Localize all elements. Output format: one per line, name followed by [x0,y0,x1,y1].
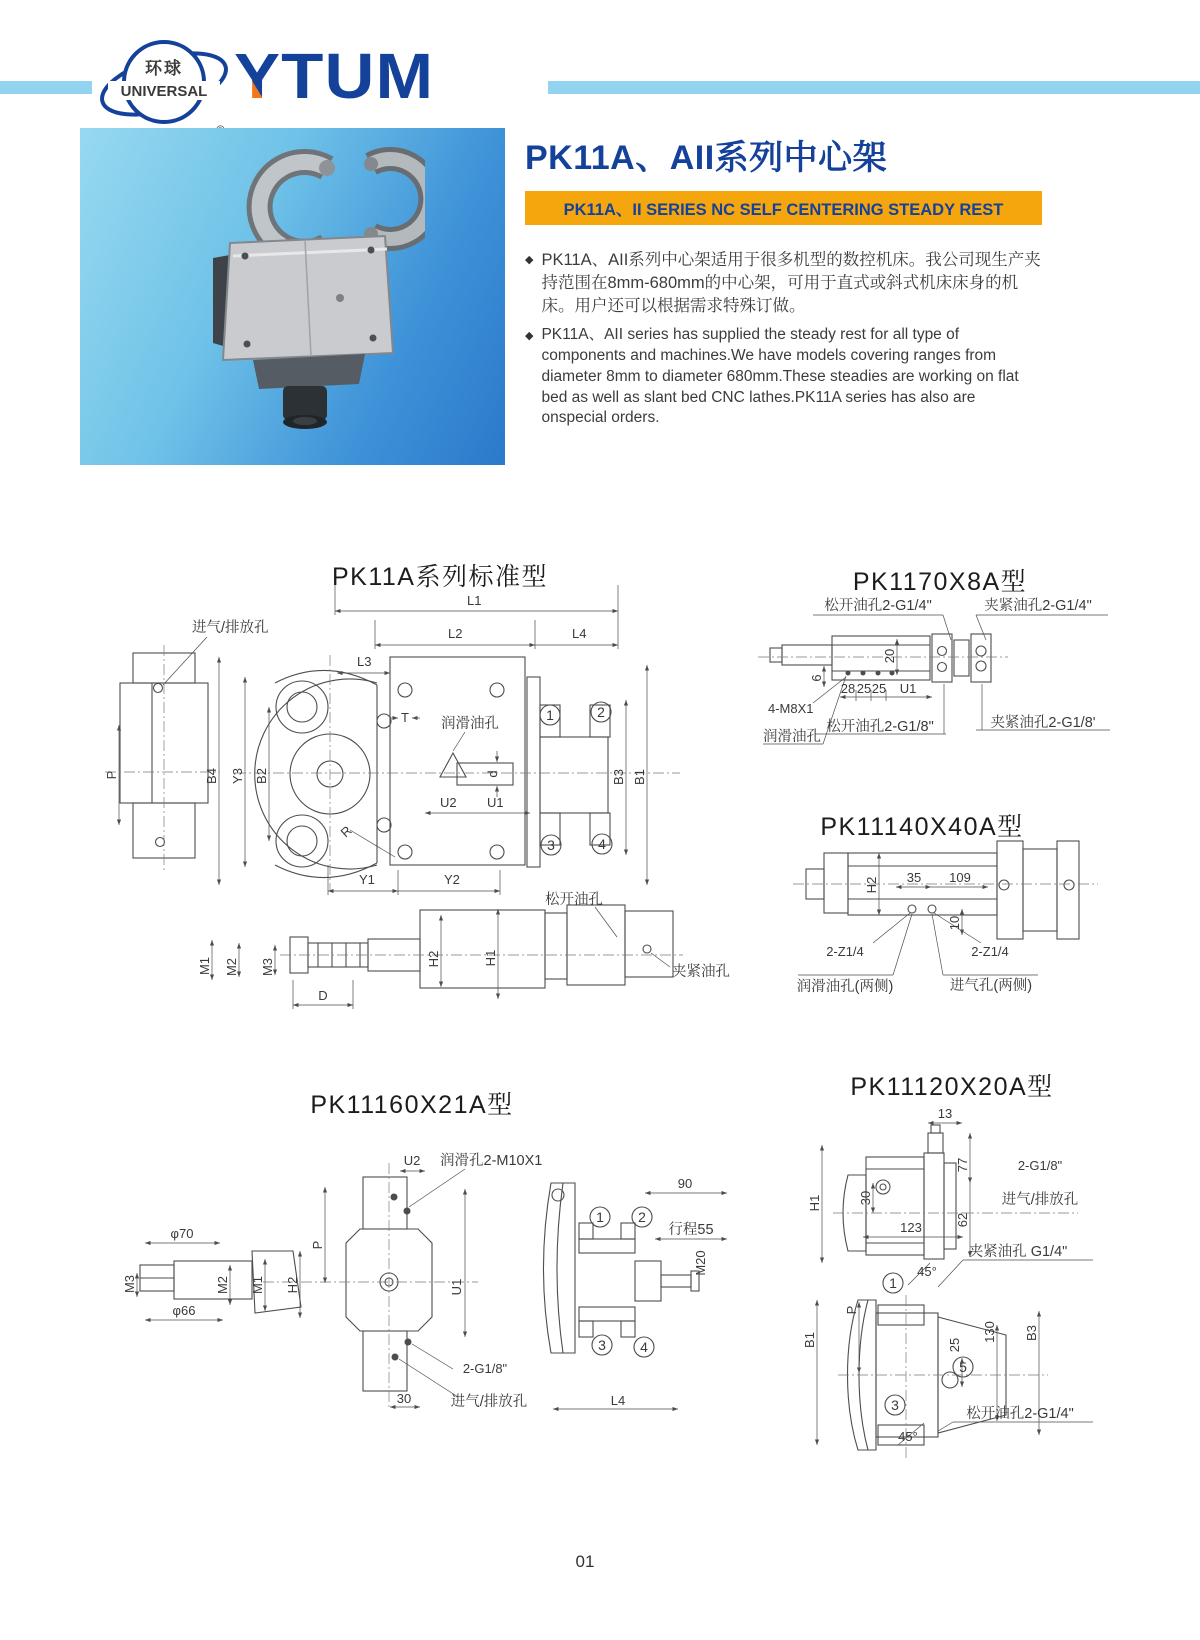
page-number: 01 [575,1552,595,1571]
dim-H1: H1 [483,949,498,967]
dim-H2: H2 [285,1276,300,1294]
callout-1 [590,1207,610,1227]
dim-130: 130 [982,1321,997,1343]
label-intake-both-sides: 进气孔(两侧) [949,978,1033,994]
callout-4 [634,1337,654,1357]
pk1170-geometry [770,634,991,682]
label-clamp-port-top: 夹紧油孔2-G1/4" [984,598,1092,614]
dim-25a: 25 [856,681,872,696]
callout-2 [632,1207,652,1227]
callout-3 [885,1395,905,1415]
dim-77: 77 [955,1157,970,1173]
header-accent-bar-left [0,81,92,94]
dim-Y2: Y2 [444,872,460,887]
diamond-bullet-icon: ◆ [525,254,534,266]
dim-M2: M2 [215,1275,230,1295]
dim-M1: M1 [197,956,212,976]
dim-Y1: Y1 [359,872,375,887]
page-title: PK11A、AII系列中心架 [525,139,888,177]
dim-L2: L2 [448,626,463,641]
label-bolt-4-M8X1: 4-M8X1 [768,701,814,716]
label-clamp-port: 夹紧油孔 [672,964,730,980]
dim-M3: M3 [260,957,275,977]
dim-20: 20 [882,648,897,664]
dim-M3: M3 [122,1274,137,1294]
std-dimension-lines [119,585,670,1009]
label-2-G18: 2-G1/8" [462,1361,508,1376]
dim-Y3: Y3 [230,768,245,784]
dim-13: 13 [937,1106,953,1121]
dim-B3: B3 [611,769,626,785]
dim-L4: L4 [610,1393,626,1408]
dim-H2: H2 [426,950,441,968]
bullet-text-cn: PK11A、AII系列中心架适用于很多机型的数控机床。我公司现生产夹持范围在8mm-680mm的中心架，可用于直式或斜式机床床身的机床。用户还可以根据需求特殊订做。 [541,251,1041,316]
dim-M1: M1 [250,1275,265,1295]
svg-text:2: 2 [638,1209,646,1225]
label-intake-port: 进气/排放孔 [192,620,269,636]
dim-U1: U1 [899,681,917,696]
callout-1 [540,705,560,725]
dim-25b: 25 [871,681,887,696]
dim-T: T [401,710,409,725]
drawing-title: PK11120X20A型 [850,1073,1054,1101]
label-2-Z14-left: 2-Z1/4 [826,944,864,959]
diamond-bullet-icon: ◆ [525,330,534,343]
dim-R: R [337,822,355,841]
dim-10: 10 [947,915,962,931]
dim-45-bottom: 45° [898,1429,918,1444]
svg-text:4: 4 [640,1339,648,1355]
dim-L4: L4 [572,626,587,641]
dim-U1: U1 [449,1278,464,1296]
intro-section [525,130,1042,436]
dim-90: 90 [677,1176,693,1191]
label-intake-port: 进气/排放孔 [1001,1192,1079,1208]
dim-B2: B2 [254,768,269,784]
dim-U1: U1 [487,795,504,810]
callout-1 [883,1273,903,1293]
dim-M20: M20 [693,1250,708,1276]
steady-rest-product-image [175,138,425,453]
brand-text: YTUM [234,40,435,112]
drawing-pk11140x40a [738,795,1150,1000]
dim-H1: H1 [807,1194,822,1212]
dim-45-top: 45° [917,1264,937,1279]
drawing-title: PK1170X8A型 [852,568,1028,596]
svg-text:5: 5 [959,1359,967,1375]
svg-text:3: 3 [891,1397,899,1413]
dim-28: 28 [840,681,856,696]
dim-H2: H2 [864,876,879,894]
dim-123: 123 [900,1220,922,1235]
dim-M2: M2 [224,957,239,977]
svg-text:4: 4 [598,836,606,852]
svg-text:2: 2 [597,704,605,720]
logo-cn-text: 环球 [145,59,183,78]
drawing-pk1170x8a [718,535,1142,750]
callout-2 [591,702,611,722]
dim-U2: U2 [440,795,457,810]
label-lube-hole: 润滑油孔 [441,716,499,732]
label-clamp-port-G14: 夹紧油孔 G1/4" [968,1244,1068,1260]
dim-L1: L1 [467,593,482,608]
dim-B4: B4 [204,768,219,784]
dim-B3: B3 [1024,1325,1039,1341]
svg-text:1: 1 [889,1275,897,1291]
dim-P: P [844,1305,859,1315]
label-unclamp-port-top: 松开油孔2-G1/4" [824,598,932,614]
dim-30: 30 [858,1190,873,1206]
drawing-pk11160x21a [113,1035,731,1420]
svg-text:3: 3 [547,837,555,853]
dim-P: P [310,1240,325,1250]
label-2-Z14-right: 2-Z1/4 [971,944,1009,959]
callout-4 [592,834,612,854]
label-unclamp-port: 松开油孔2-G1/4" [966,1406,1074,1422]
dim-D: D [318,988,328,1003]
dim-35: 35 [906,870,922,885]
dim-dia66: φ66 [172,1303,196,1318]
label-lube-hole: 润滑油孔 [763,729,821,745]
dim-B1: B1 [632,769,647,785]
dim-6: 6 [809,674,824,682]
dim-109: 109 [949,870,971,885]
dim-25: 25 [947,1337,962,1353]
dim-d: d [485,770,500,778]
bullet-cn [525,249,1042,318]
svg-text:3: 3 [598,1337,606,1353]
callout-5 [953,1357,973,1377]
logo-en-text: UNIVERSAL [120,83,208,100]
intro-bullets [525,249,1042,429]
dim-B1: B1 [802,1332,817,1348]
label-unclamp-port: 松开油孔 [545,892,603,908]
bullet-text-en: PK11A、AII series has supplied the steady rest for all type of components and machines.We have models covering ranges from diameter 8mm to diameter 680mm.These steadies are working on flat bed as well as slant bed CNC lathes.PK11A series has also are onspecial orders. [541,326,1019,427]
dim-dia70: φ70 [170,1226,194,1241]
label-lube-both-sides: 润滑油孔(两侧) [796,979,894,995]
bullet-en [525,325,1042,429]
label-stroke-55: 行程55 [668,1222,714,1238]
product-photo [80,128,505,465]
pk11140-geometry [806,841,1079,939]
dim-P: P [104,770,119,780]
header-accent-bar-right [548,81,1200,94]
svg-text:1: 1 [596,1209,604,1225]
label-clamp-port-bottom: 夹紧油孔2-G1/8' [990,715,1096,731]
callout-3 [592,1335,612,1355]
label-unclamp-port-bottom: 松开油孔2-G1/8" [826,719,934,735]
series-banner: PK11A、II SERIES NC SELF CENTERING STEADY REST [525,191,1042,225]
std-geometry [120,653,673,988]
drawing-title: PK11140X40A型 [820,813,1024,841]
drawing-title: PK11A系列标准型 [332,563,548,591]
label-2-G18: 2-G1/8" [1017,1158,1063,1173]
label-lube-2-M10X1: 润滑孔2-M10X1 [440,1153,543,1169]
svg-text:1: 1 [546,707,554,723]
drawing-pk11a-standard [95,525,730,1040]
dim-U2: U2 [403,1153,421,1168]
drawing-title: PK11160X21A型 [310,1091,514,1119]
dim-L3: L3 [357,654,372,669]
label-intake-port: 进气/排放孔 [450,1394,528,1410]
dim-30: 30 [396,1391,412,1406]
drawing-pk11120x20a [778,1015,1150,1465]
dim-62: 62 [955,1212,970,1228]
brand-logotype [234,40,435,112]
